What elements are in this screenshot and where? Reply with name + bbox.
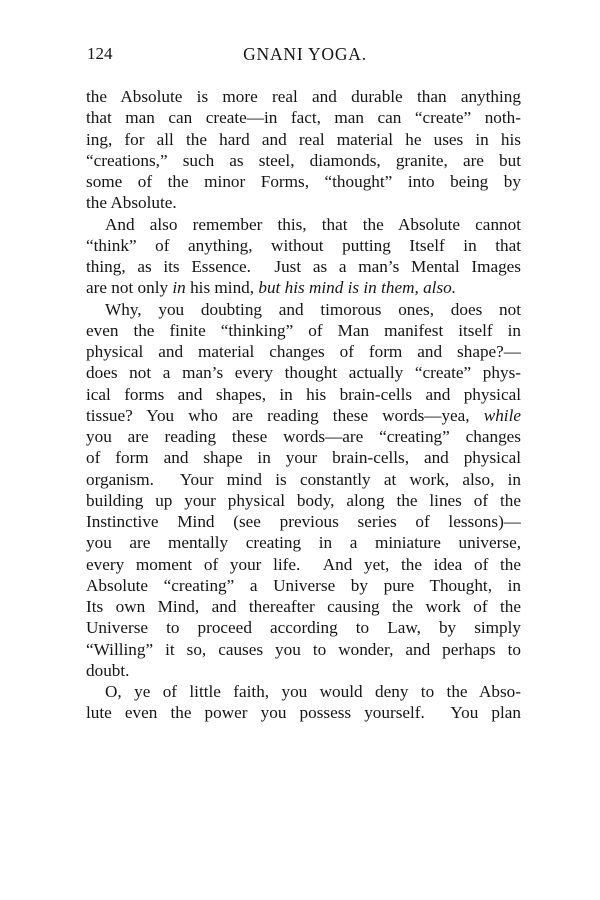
- text-line: [86, 681, 521, 702]
- text-segment: of form and shape in your brain-cells, and physical: [86, 448, 521, 468]
- page-number: 124: [87, 44, 113, 63]
- paragraph: [86, 86, 521, 214]
- text-line: [86, 426, 521, 447]
- text-segment: “Willing” it so, causes you to wonder, and perhaps to: [86, 639, 521, 659]
- text-segment: “think” of anything, without putting Itself in that: [86, 235, 521, 255]
- text-segment: thing, as its Essence. Just as a man’s Mental Images: [86, 257, 521, 276]
- text-line: [86, 405, 521, 426]
- text-line: [86, 277, 521, 298]
- text-line: [86, 511, 521, 532]
- text-segment: his mind,: [185, 278, 259, 298]
- text-line: [86, 150, 521, 171]
- text-line: [86, 214, 521, 235]
- text-line: [86, 596, 521, 617]
- text-line: [86, 490, 521, 511]
- paragraph: [86, 299, 521, 682]
- text-line: [86, 639, 521, 660]
- text-line: [86, 107, 521, 128]
- text-line: [86, 86, 521, 107]
- text-line: [86, 362, 521, 383]
- text-segment: physical and material changes of form and shape?—: [86, 342, 521, 361]
- text-segment: Its own Mind, and thereafter causing the work of the: [86, 597, 521, 616]
- italic-text: while: [483, 405, 521, 425]
- text-segment: every moment of your life. And yet, the idea of the: [86, 554, 521, 574]
- text-segment: some of the minor Forms, “thought” into being by: [86, 172, 521, 191]
- text-line: [86, 532, 521, 553]
- body-text: [86, 86, 521, 724]
- text-segment: even the finite “thinking” of Man manifest itself in: [86, 320, 521, 340]
- text-line: [86, 256, 521, 277]
- text-segment: you are mentally creating in a miniature universe,: [86, 533, 521, 553]
- text-line: [86, 469, 521, 490]
- text-segment: Why, you doubting and timorous ones, does not: [105, 299, 521, 319]
- paragraph: [86, 681, 521, 724]
- text-line: [86, 575, 521, 596]
- text-segment: the Absolute.: [86, 193, 177, 213]
- text-segment: Instinctive Mind (see previous series of lessons)—: [86, 512, 521, 531]
- text-line: [86, 129, 521, 150]
- paragraph: [86, 214, 521, 299]
- text-line: [86, 554, 521, 575]
- text-line: [86, 341, 521, 362]
- text-segment: O, ye of little faith, you would deny to the Abso-: [105, 682, 521, 701]
- text-segment: Absolute “creating” a Universe by pure Thought, in: [86, 575, 521, 595]
- italic-text: but his mind is in them, also.: [258, 278, 457, 298]
- text-segment: building up your physical body, along the lines of the: [86, 490, 521, 510]
- text-segment: Universe to proceed according to Law, by simply: [86, 618, 521, 638]
- text-segment: that man can create—in fact, man can “create” noth-: [86, 108, 521, 128]
- text-segment: organism. Your mind is constantly at work, also, in: [86, 469, 521, 489]
- text-segment: And also remember this, that the Absolute cannot: [105, 214, 521, 234]
- text-line: [86, 617, 521, 638]
- text-line: [86, 702, 521, 723]
- text-line: [86, 192, 521, 213]
- text-line: [86, 320, 521, 341]
- text-segment: doubt.: [86, 660, 130, 680]
- text-segment: are not only: [86, 278, 173, 298]
- text-segment: ing, for all the hard and real material he uses in his: [86, 129, 521, 149]
- text-segment: tissue? You who are reading these words—yea,: [86, 405, 484, 425]
- text-line: [86, 171, 521, 192]
- text-segment: does not a man’s every thought actually “create” phys-: [86, 363, 521, 383]
- text-segment: the Absolute is more real and durable than anything: [86, 87, 521, 106]
- text-segment: ical forms and shapes, in his brain-cells and physical: [86, 384, 521, 404]
- text-line: [86, 447, 521, 468]
- text-line: [86, 299, 521, 320]
- text-segment: “creations,” such as steel, diamonds, granite, are but: [86, 150, 521, 170]
- text-line: [86, 235, 521, 256]
- italic-text: in: [172, 278, 186, 298]
- running-title: GNANI YOGA.: [243, 44, 367, 64]
- text-segment: lute even the power you possess yourself. You plan: [86, 703, 521, 723]
- text-line: [86, 660, 521, 681]
- text-segment: you are reading these words—are “creating” changes: [86, 427, 521, 446]
- text-line: [86, 384, 521, 405]
